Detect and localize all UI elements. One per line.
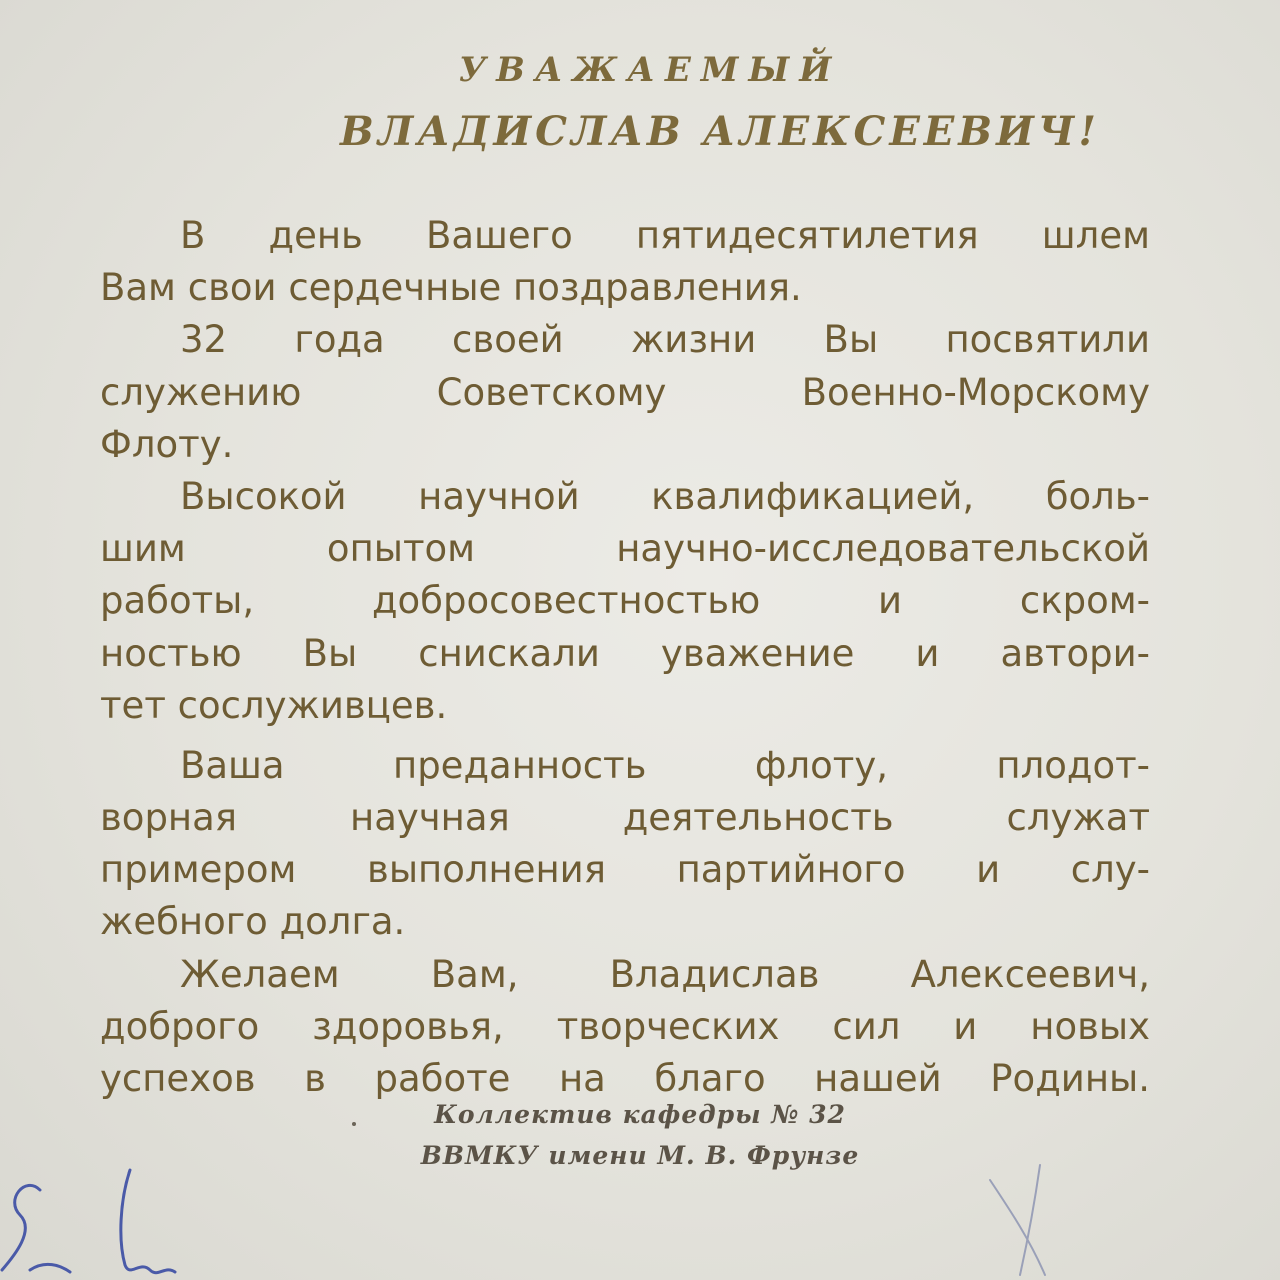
text-line: Желаем Вам, Владислав Алексеевич, xyxy=(180,952,1150,996)
text-line: Вам свои сердечные поздравления. xyxy=(100,266,802,310)
text-line: служению Советскому Военно-Морскому xyxy=(100,370,1150,414)
text-line: ностью Вы снискали уважение и автори- xyxy=(100,631,1150,675)
text-line: В день Вашего пятидесятилетия шлем xyxy=(180,214,1150,257)
text-line: жебного долга. xyxy=(100,900,406,944)
signature-stroke xyxy=(2,1185,40,1270)
signature-institution: ВВМКУ имени М. В. Фрунзе xyxy=(420,1141,860,1170)
text-line: Флоту. xyxy=(100,422,234,466)
text-line: тет сослуживцев. xyxy=(100,683,448,727)
text-line: ворная научная деятельность служат xyxy=(100,796,1150,840)
text-line: успехов в работе на благо нашей Родины. xyxy=(100,1057,1150,1100)
signature-stroke xyxy=(121,1170,175,1273)
greeting-title: УВАЖАЕМЫЙ xyxy=(458,50,842,90)
signature-stroke xyxy=(990,1180,1045,1275)
text-line: работы, добросовестностью и скром- xyxy=(100,579,1150,623)
text-line: доброго здоровья, творческих сил и новых xyxy=(100,1004,1150,1048)
greeting-name: ВЛАДИСЛАВ АЛЕКСЕЕВИЧ! xyxy=(340,108,1100,155)
text-line: Ваша преданность флоту, плодот- xyxy=(180,743,1150,787)
handwritten-signatures xyxy=(0,1160,1280,1280)
text-line: Высокой научной квалификацией, боль- xyxy=(180,474,1150,518)
text-line: шим опытом научно-исследовательской xyxy=(100,527,1150,571)
text-line: 32 года своей жизни Вы посвятили xyxy=(180,318,1150,362)
text-line: примером выполнения партийного и слу- xyxy=(100,848,1150,892)
signature-collective: Коллектив кафедры № 32 xyxy=(434,1100,846,1129)
signature-stroke xyxy=(30,1264,70,1272)
congratulation-text xyxy=(100,210,1150,1105)
